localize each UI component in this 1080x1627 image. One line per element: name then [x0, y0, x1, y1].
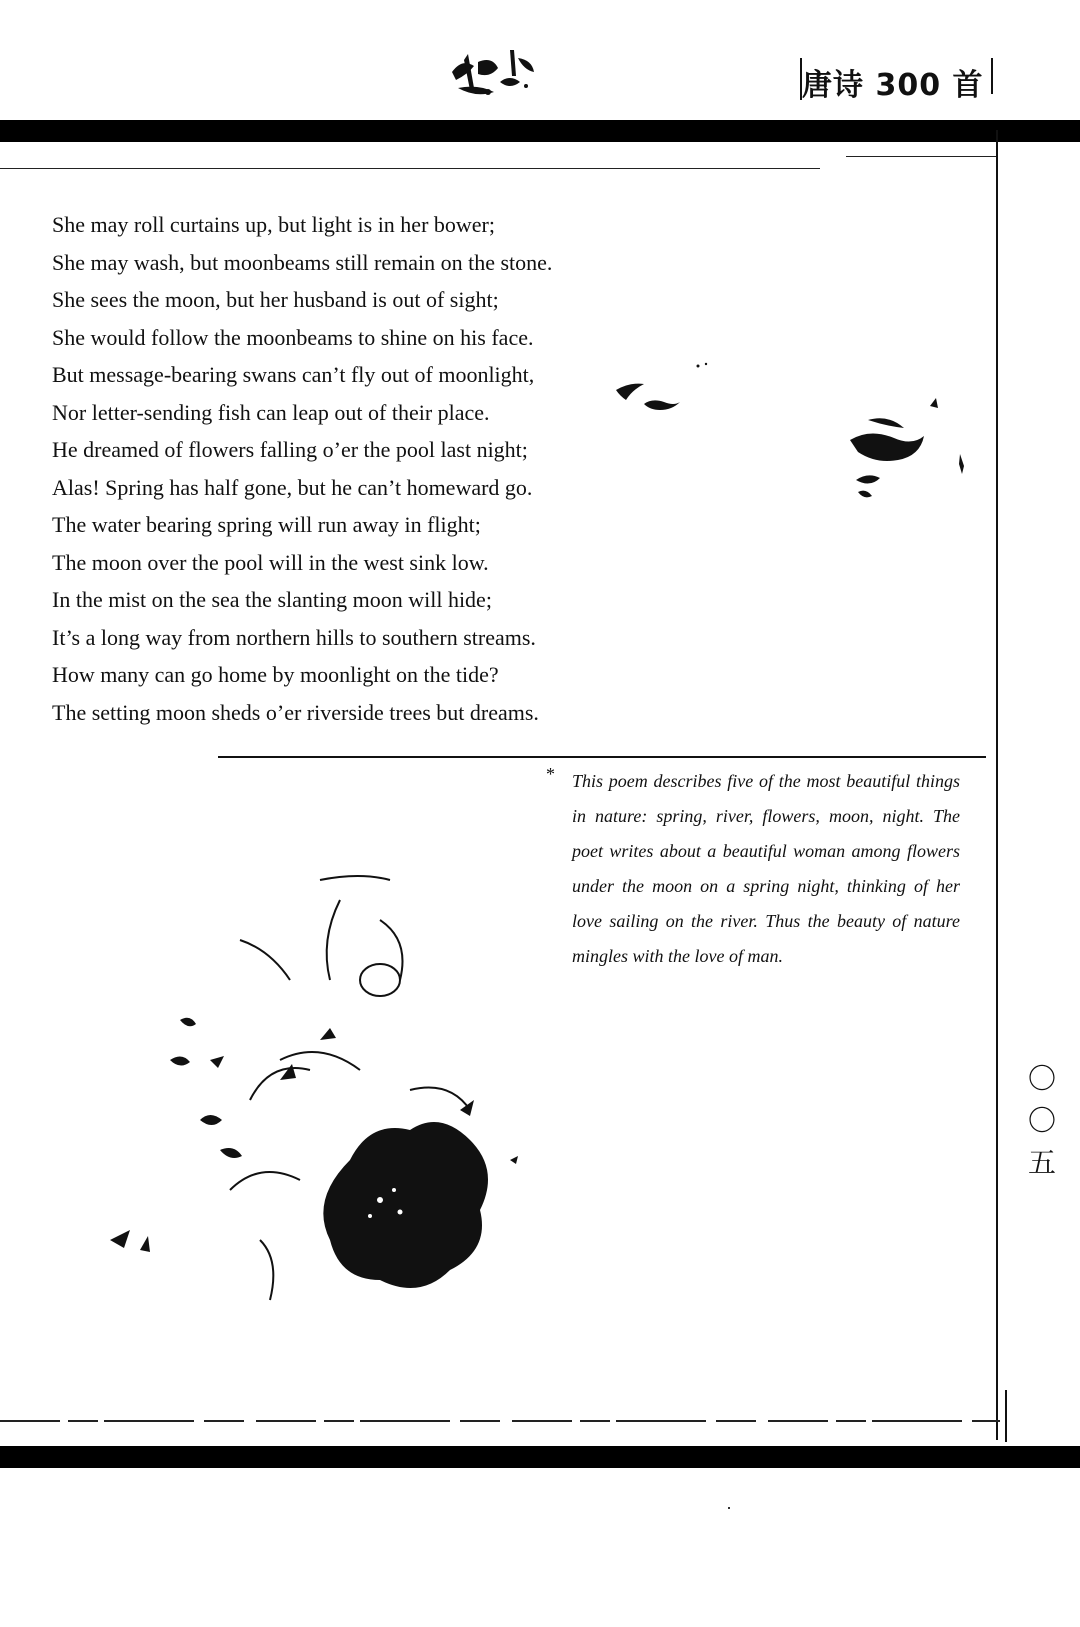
poem-line: The setting moon sheds o’er riverside trees but dreams. — [52, 699, 539, 725]
bottom-thick-rule — [0, 1446, 1080, 1468]
page-number-digit: 五 — [1027, 1146, 1056, 1179]
poem-line: She would follow the moonbeams to shine on his face. — [52, 324, 534, 350]
top-thin-rule — [0, 168, 820, 169]
peony-illustration — [80, 860, 560, 1360]
poem-line: The water bearing spring will run away in flight; — [52, 512, 481, 537]
frame-right-border-lower — [1005, 1390, 1007, 1442]
header-bracket-right — [991, 58, 993, 94]
poem-line: In the mist on the sea the slanting moon will hide; — [52, 587, 492, 612]
poem-line: She may roll curtains up, but light is in her bower; — [52, 212, 495, 237]
frame-right-border — [996, 130, 998, 1440]
poem-line: How many can go home by moonlight on the tide? — [52, 662, 499, 687]
page-number-digit: 〇 — [1027, 1104, 1056, 1137]
footnote-marker: * — [546, 764, 555, 784]
birds-illustration — [600, 360, 990, 540]
poem-line: The moon over the pool will in the west sink low. — [52, 549, 489, 575]
poem-line: He dreamed of flowers falling o’er the pool last night; — [52, 437, 528, 462]
poem-line: She may wash, but moonbeams still remain on the stone. — [52, 249, 553, 275]
print-speck — [728, 1507, 730, 1509]
page-number-digit: 〇 — [1027, 1062, 1056, 1095]
page-number — [1020, 1058, 1064, 1184]
top-thick-rule — [0, 120, 1080, 142]
footnote-text: This poem describes five of the most beautiful things in nature: spring, river, flowers, moon, night. The poet writes about a beautiful woman among flowers under the moon on a spring night, thinking of her love sailing on the river. Thus the beauty of nature mingles with the love of man. — [572, 771, 960, 966]
poem-line: Nor letter-sending fish can leap out of their place. — [52, 399, 490, 425]
middle-rule — [218, 756, 986, 758]
book-title: 唐诗 300 首 — [802, 68, 984, 103]
header-logo — [448, 42, 558, 102]
poem-line: Alas! Spring has half gone, but he can’t homeward go. — [52, 474, 533, 500]
poem-line: She sees the moon, but her husband is out of sight; — [52, 287, 499, 312]
bottom-dashed-rule — [0, 1420, 1000, 1422]
poem-line: But message-bearing swans can’t fly out of moonlight, — [52, 362, 535, 387]
top-thin-rule-right — [846, 156, 996, 157]
poem-line: It’s a long way from northern hills to southern streams. — [52, 624, 536, 650]
